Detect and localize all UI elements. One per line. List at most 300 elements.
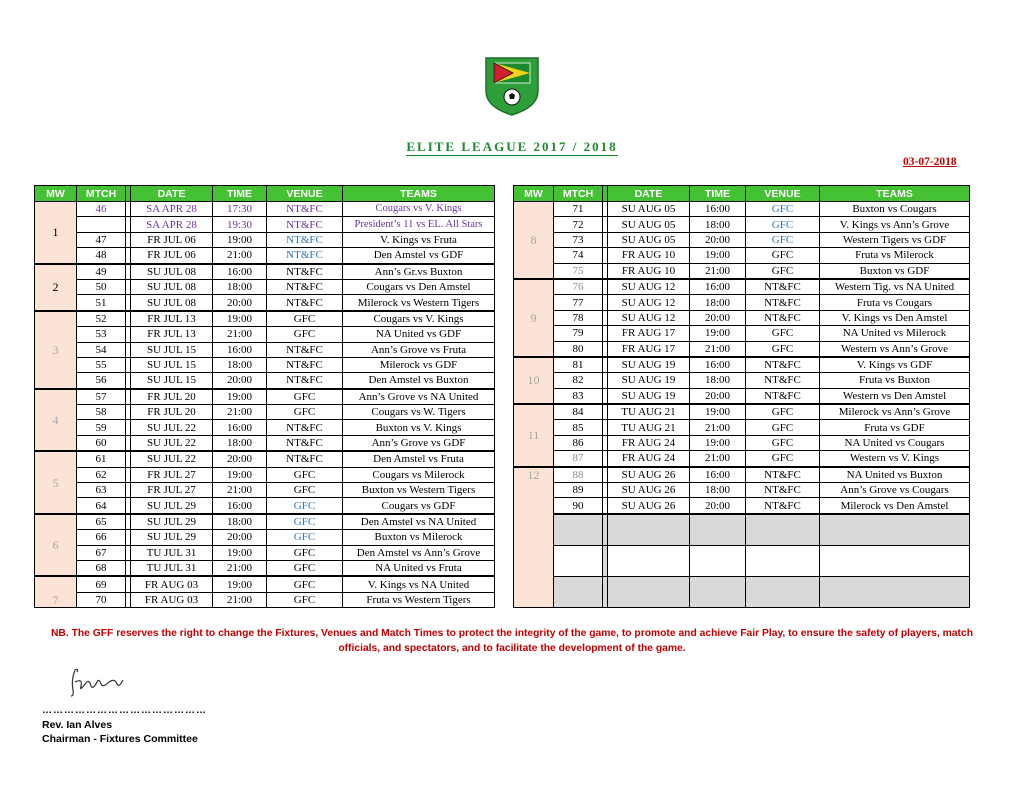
date-cell: SU JUL 22 <box>131 435 213 451</box>
table-row <box>35 514 495 530</box>
date-cell: SU JUL 08 <box>131 295 213 311</box>
time-cell: 19:00 <box>690 248 746 263</box>
venue-cell: GFC <box>746 248 820 263</box>
time-cell: 16:00 <box>690 202 746 217</box>
signature-icon <box>65 666 130 700</box>
date-cell: SU JUL 15 <box>131 342 213 357</box>
venue-cell: NT&FC <box>746 295 820 310</box>
venue-cell: NT&FC <box>267 420 343 435</box>
table-row <box>35 342 495 357</box>
table-row <box>514 357 970 373</box>
teams-cell: President’s 11 vs EL. All Stars <box>343 217 495 232</box>
match-number-cell: 56 <box>77 373 126 389</box>
teams-cell: Western Tigers vs GDF <box>820 232 970 247</box>
table-row <box>35 420 495 435</box>
matchweek-cell: 4 <box>35 389 77 452</box>
empty-cell <box>554 576 603 607</box>
table-row <box>35 483 495 498</box>
teams-cell: Cougars vs V. Kings <box>343 311 495 327</box>
teams-cell: Milerock vs Western Tigers <box>343 295 495 311</box>
empty-cell <box>820 514 970 546</box>
time-cell: 18:00 <box>690 217 746 232</box>
time-cell: 20:00 <box>690 388 746 404</box>
match-number-cell: 49 <box>77 264 126 280</box>
teams-cell: Western vs Ann’s Grove <box>820 341 970 357</box>
match-number-cell: 46 <box>77 202 126 217</box>
venue-cell: NT&FC <box>746 357 820 373</box>
table-row <box>35 311 495 327</box>
time-cell: 16:00 <box>213 342 267 357</box>
venue-cell: GFC <box>267 389 343 405</box>
time-cell: 19:00 <box>213 467 267 482</box>
match-number-cell: 90 <box>554 498 603 514</box>
date-cell: FR JUL 27 <box>131 483 213 498</box>
table-row <box>35 467 495 482</box>
time-cell: 18:00 <box>690 373 746 388</box>
match-number-cell: 80 <box>554 341 603 357</box>
gff-logo-icon <box>483 55 541 117</box>
venue-cell: GFC <box>746 232 820 247</box>
teams-cell: Ann’s Grove vs Fruta <box>343 342 495 357</box>
table-row <box>35 248 495 264</box>
date-cell: FR JUL 13 <box>131 327 213 342</box>
venue-cell: GFC <box>267 560 343 576</box>
time-cell: 21:00 <box>690 263 746 279</box>
venue-cell: NT&FC <box>267 295 343 311</box>
teams-cell: Ann’s Grove vs NA United <box>343 389 495 405</box>
date-cell: FR JUL 13 <box>131 311 213 327</box>
empty-cell <box>608 545 690 576</box>
match-number-cell: 50 <box>77 279 126 294</box>
table-row <box>35 405 495 420</box>
teams-cell: Buxton vs Western Tigers <box>343 483 495 498</box>
teams-cell: V. Kings vs Fruta <box>343 232 495 247</box>
match-number-cell: 66 <box>77 530 126 545</box>
time-cell: 19:00 <box>690 435 746 450</box>
date-cell: SU AUG 12 <box>608 310 690 325</box>
table-row <box>35 232 495 247</box>
date-cell: FR AUG 17 <box>608 326 690 341</box>
teams-cell: Buxton vs GDF <box>820 263 970 279</box>
match-number-cell: 70 <box>77 592 126 607</box>
match-number-cell: 61 <box>77 451 126 467</box>
fixtures-table-left <box>34 185 495 608</box>
col-header-mtch: MTCH <box>554 186 603 202</box>
time-cell: 19:00 <box>690 326 746 341</box>
venue-cell: GFC <box>267 405 343 420</box>
time-cell: 18:00 <box>690 483 746 498</box>
matchweek-cell: 9 <box>514 279 554 357</box>
match-number-cell: 60 <box>77 435 126 451</box>
table-row <box>35 295 495 311</box>
empty-cell <box>608 576 690 607</box>
time-cell: 21:00 <box>213 327 267 342</box>
table-row <box>514 310 970 325</box>
teams-cell: NA United vs Milerock <box>820 326 970 341</box>
match-number-cell: 54 <box>77 342 126 357</box>
match-number-cell: 72 <box>554 217 603 232</box>
empty-cell <box>690 545 746 576</box>
col-header-date: DATE <box>131 186 213 202</box>
match-number-cell: 81 <box>554 357 603 373</box>
venue-cell: NT&FC <box>267 451 343 467</box>
match-number-cell: 75 <box>554 263 603 279</box>
table-row <box>35 373 495 389</box>
match-number-cell: 52 <box>77 311 126 327</box>
empty-row <box>514 545 970 576</box>
col-header-time: TIME <box>213 186 267 202</box>
match-number-cell: 77 <box>554 295 603 310</box>
venue-cell: GFC <box>267 545 343 560</box>
match-number-cell: 83 <box>554 388 603 404</box>
table-row <box>514 341 970 357</box>
time-cell: 18:00 <box>213 357 267 372</box>
date-cell: SU JUL 08 <box>131 264 213 280</box>
document-date: 03-07-2018 <box>903 156 957 168</box>
match-number-cell: 47 <box>77 232 126 247</box>
empty-cell <box>554 514 603 546</box>
venue-cell: NT&FC <box>267 264 343 280</box>
teams-cell: Cougars vs V. Kings <box>343 202 495 217</box>
teams-cell: Milerock vs GDF <box>343 357 495 372</box>
table-header-row <box>35 186 495 202</box>
empty-row <box>514 576 970 607</box>
venue-cell: GFC <box>746 263 820 279</box>
time-cell: 16:00 <box>690 279 746 295</box>
venue-cell: NT&FC <box>746 498 820 514</box>
teams-cell: Cougars vs Milerock <box>343 467 495 482</box>
match-number-cell: 55 <box>77 357 126 372</box>
match-number-cell: 65 <box>77 514 126 530</box>
date-cell: FR AUG 24 <box>608 451 690 467</box>
date-cell: TU JUL 31 <box>131 545 213 560</box>
teams-cell: Ann’s Gr.vs Buxton <box>343 264 495 280</box>
venue-cell: NT&FC <box>267 435 343 451</box>
teams-cell: Western vs Den Amstel <box>820 388 970 404</box>
time-cell: 19:00 <box>213 311 267 327</box>
match-number-cell: 62 <box>77 467 126 482</box>
date-cell: SU AUG 26 <box>608 467 690 483</box>
matchweek-cell: 6 <box>35 514 77 577</box>
teams-cell: NA United vs Buxton <box>820 467 970 483</box>
date-cell: SU JUL 29 <box>131 530 213 545</box>
time-cell: 21:00 <box>690 451 746 467</box>
venue-cell: GFC <box>267 592 343 607</box>
match-number-cell: 58 <box>77 405 126 420</box>
teams-cell: V. Kings vs GDF <box>820 357 970 373</box>
match-number-cell: 79 <box>554 326 603 341</box>
date-cell: SU JUL 15 <box>131 357 213 372</box>
venue-cell: NT&FC <box>267 248 343 264</box>
table-row <box>35 530 495 545</box>
date-cell: SU AUG 26 <box>608 498 690 514</box>
teams-cell: Ann’s Grove vs GDF <box>343 435 495 451</box>
teams-cell: NA United vs Cougars <box>820 435 970 450</box>
date-cell: SU AUG 19 <box>608 373 690 388</box>
time-cell: 18:00 <box>213 279 267 294</box>
time-cell: 18:00 <box>213 435 267 451</box>
matchweek-cell: 5 <box>35 451 77 514</box>
venue-cell: NT&FC <box>267 279 343 294</box>
teams-cell: Ann’s Grove vs Cougars <box>820 483 970 498</box>
date-cell: FR AUG 10 <box>608 248 690 263</box>
date-cell: SU AUG 05 <box>608 217 690 232</box>
date-cell: TU AUG 21 <box>608 404 690 420</box>
match-number-cell: 59 <box>77 420 126 435</box>
teams-cell: NA United vs GDF <box>343 327 495 342</box>
col-header-teams: TEAMS <box>343 186 495 202</box>
venue-cell: NT&FC <box>746 310 820 325</box>
match-number-cell: 73 <box>554 232 603 247</box>
date-cell: FR AUG 24 <box>608 435 690 450</box>
date-cell: FR AUG 17 <box>608 341 690 357</box>
matchweek-cell: 8 <box>514 202 554 279</box>
date-cell: SA APR 28 <box>131 217 213 232</box>
match-number-cell: 88 <box>554 467 603 483</box>
match-number-cell: 76 <box>554 279 603 295</box>
match-number-cell: 86 <box>554 435 603 450</box>
table-row <box>35 202 495 217</box>
matchweek-cell: 10 <box>514 357 554 404</box>
date-cell: FR JUL 20 <box>131 389 213 405</box>
teams-cell: Cougars vs GDF <box>343 498 495 514</box>
venue-cell: NT&FC <box>746 467 820 483</box>
date-cell: SU AUG 12 <box>608 295 690 310</box>
date-cell: SU AUG 05 <box>608 202 690 217</box>
table-row <box>514 295 970 310</box>
venue-cell: NT&FC <box>267 342 343 357</box>
match-number-cell <box>77 217 126 232</box>
teams-cell: Buxton vs Milerock <box>343 530 495 545</box>
time-cell: 20:00 <box>690 310 746 325</box>
venue-cell: GFC <box>267 311 343 327</box>
match-number-cell: 89 <box>554 483 603 498</box>
time-cell: 20:00 <box>690 498 746 514</box>
match-number-cell: 71 <box>554 202 603 217</box>
date-cell: SA APR 28 <box>131 202 213 217</box>
teams-cell: Den Amstel vs Ann’s Grove <box>343 545 495 560</box>
match-number-cell: 74 <box>554 248 603 263</box>
match-number-cell: 84 <box>554 404 603 420</box>
time-cell: 21:00 <box>213 560 267 576</box>
time-cell: 19:00 <box>690 404 746 420</box>
table-row <box>514 467 970 483</box>
match-number-cell: 85 <box>554 420 603 435</box>
time-cell: 16:00 <box>690 467 746 483</box>
teams-cell: V. Kings vs Den Amstel <box>820 310 970 325</box>
col-header-time: TIME <box>690 186 746 202</box>
table-row <box>35 560 495 576</box>
empty-cell <box>690 514 746 546</box>
match-number-cell: 53 <box>77 327 126 342</box>
matchweek-cell: 3 <box>35 311 77 389</box>
table-row <box>35 279 495 294</box>
venue-cell: NT&FC <box>746 373 820 388</box>
time-cell: 20:00 <box>213 530 267 545</box>
venue-cell: GFC <box>267 576 343 592</box>
teams-cell: Milerock vs Ann’s Grove <box>820 404 970 420</box>
table-row <box>514 279 970 295</box>
table-row <box>514 202 970 217</box>
time-cell: 20:00 <box>213 295 267 311</box>
match-number-cell: 68 <box>77 560 126 576</box>
empty-row <box>514 514 970 546</box>
table-row <box>35 357 495 372</box>
empty-cell <box>554 545 603 576</box>
col-header-mw: MW <box>514 186 554 202</box>
time-cell: 20:00 <box>213 451 267 467</box>
match-number-cell: 87 <box>554 451 603 467</box>
time-cell: 20:00 <box>213 373 267 389</box>
col-header-teams: TEAMS <box>820 186 970 202</box>
time-cell: 19:00 <box>213 232 267 247</box>
col-header-mw: MW <box>35 186 77 202</box>
match-number-cell: 64 <box>77 498 126 514</box>
table-row <box>35 435 495 451</box>
date-cell: FR AUG 03 <box>131 592 213 607</box>
time-cell: 19:00 <box>213 389 267 405</box>
teams-cell: Western vs V. Kings <box>820 451 970 467</box>
table-row <box>514 373 970 388</box>
venue-cell: GFC <box>267 483 343 498</box>
date-cell: SU JUL 08 <box>131 279 213 294</box>
time-cell: 16:00 <box>213 420 267 435</box>
venue-cell: NT&FC <box>267 202 343 217</box>
table-header-row <box>514 186 970 202</box>
venue-cell: GFC <box>267 514 343 530</box>
time-cell: 21:00 <box>690 420 746 435</box>
table-row <box>514 404 970 420</box>
matchweek-cell: 2 <box>35 264 77 311</box>
time-cell: 19:00 <box>213 576 267 592</box>
teams-cell: Den Amstel vs Buxton <box>343 373 495 389</box>
table-row <box>35 592 495 607</box>
table-row <box>35 264 495 280</box>
venue-cell: NT&FC <box>267 217 343 232</box>
teams-cell: Fruta vs Buxton <box>820 373 970 388</box>
empty-cell <box>820 545 970 576</box>
table-row <box>35 498 495 514</box>
signatory-role: Chairman - Fixtures Committee <box>42 733 198 745</box>
teams-cell: V. Kings vs Ann’s Grove <box>820 217 970 232</box>
date-cell: SU JUL 22 <box>131 420 213 435</box>
match-number-cell: 63 <box>77 483 126 498</box>
venue-cell: GFC <box>746 404 820 420</box>
date-cell: FR JUL 06 <box>131 248 213 264</box>
table-row <box>514 326 970 341</box>
date-cell: TU JUL 31 <box>131 560 213 576</box>
empty-cell <box>690 576 746 607</box>
signature-line: ……………………………………… <box>42 705 207 716</box>
table-row <box>514 217 970 232</box>
teams-cell: Den Amstel vs Fruta <box>343 451 495 467</box>
table-row <box>514 420 970 435</box>
date-cell: FR JUL 20 <box>131 405 213 420</box>
table-row <box>35 217 495 232</box>
date-cell: FR AUG 10 <box>608 263 690 279</box>
venue-cell: NT&FC <box>746 388 820 404</box>
matchweek-cell: 12 <box>514 467 554 608</box>
date-cell: FR AUG 03 <box>131 576 213 592</box>
teams-cell: Cougars vs Den Amstel <box>343 279 495 294</box>
teams-cell: Cougars vs W. Tigers <box>343 405 495 420</box>
table-row <box>514 435 970 450</box>
teams-cell: Buxton vs Cougars <box>820 202 970 217</box>
empty-cell <box>746 545 820 576</box>
match-number-cell: 78 <box>554 310 603 325</box>
venue-cell: NT&FC <box>746 279 820 295</box>
table-row <box>35 576 495 592</box>
time-cell: 18:00 <box>213 514 267 530</box>
date-cell: SU JUL 29 <box>131 498 213 514</box>
table-row <box>514 483 970 498</box>
venue-cell: NT&FC <box>267 373 343 389</box>
date-cell: SU JUL 15 <box>131 373 213 389</box>
time-cell: 20:00 <box>690 232 746 247</box>
venue-cell: NT&FC <box>746 483 820 498</box>
fixtures-table-right <box>513 185 970 608</box>
venue-cell: GFC <box>267 467 343 482</box>
match-number-cell: 57 <box>77 389 126 405</box>
teams-cell: Buxton vs V. Kings <box>343 420 495 435</box>
match-number-cell: 69 <box>77 576 126 592</box>
date-cell: SU JUL 29 <box>131 514 213 530</box>
venue-cell: GFC <box>267 530 343 545</box>
table-row <box>35 389 495 405</box>
col-header-mtch: MTCH <box>77 186 126 202</box>
col-header-date: DATE <box>608 186 690 202</box>
venue-cell: NT&FC <box>267 232 343 247</box>
venue-cell: NT&FC <box>267 357 343 372</box>
date-cell: SU JUL 22 <box>131 451 213 467</box>
teams-cell: Fruta vs Western Tigers <box>343 592 495 607</box>
venue-cell: GFC <box>746 202 820 217</box>
venue-cell: GFC <box>746 326 820 341</box>
venue-cell: GFC <box>746 451 820 467</box>
time-cell: 21:00 <box>213 248 267 264</box>
venue-cell: GFC <box>746 435 820 450</box>
date-cell: SU AUG 12 <box>608 279 690 295</box>
empty-cell <box>820 576 970 607</box>
table-row <box>35 545 495 560</box>
table-row <box>514 498 970 514</box>
teams-cell: Fruta vs GDF <box>820 420 970 435</box>
time-cell: 21:00 <box>213 405 267 420</box>
match-number-cell: 67 <box>77 545 126 560</box>
date-cell: TU AUG 21 <box>608 420 690 435</box>
date-cell: SU AUG 19 <box>608 357 690 373</box>
match-number-cell: 51 <box>77 295 126 311</box>
table-row <box>514 388 970 404</box>
signatory-name: Rev. Ian Alves <box>42 719 113 731</box>
time-cell: 16:00 <box>690 357 746 373</box>
time-cell: 21:00 <box>690 341 746 357</box>
table-row <box>35 327 495 342</box>
empty-cell <box>608 514 690 546</box>
teams-cell: Den Amstel vs GDF <box>343 248 495 264</box>
date-cell: SU AUG 26 <box>608 483 690 498</box>
venue-cell: GFC <box>746 420 820 435</box>
matchweek-cell: 7 <box>35 576 77 607</box>
table-row <box>514 263 970 279</box>
date-cell: FR JUL 27 <box>131 467 213 482</box>
teams-cell: Milerock vs Den Amstel <box>820 498 970 514</box>
teams-cell: NA United vs Fruta <box>343 560 495 576</box>
teams-cell: V. Kings vs NA United <box>343 576 495 592</box>
teams-cell: Den Amstel vs NA United <box>343 514 495 530</box>
time-cell: 16:00 <box>213 264 267 280</box>
empty-cell <box>746 576 820 607</box>
